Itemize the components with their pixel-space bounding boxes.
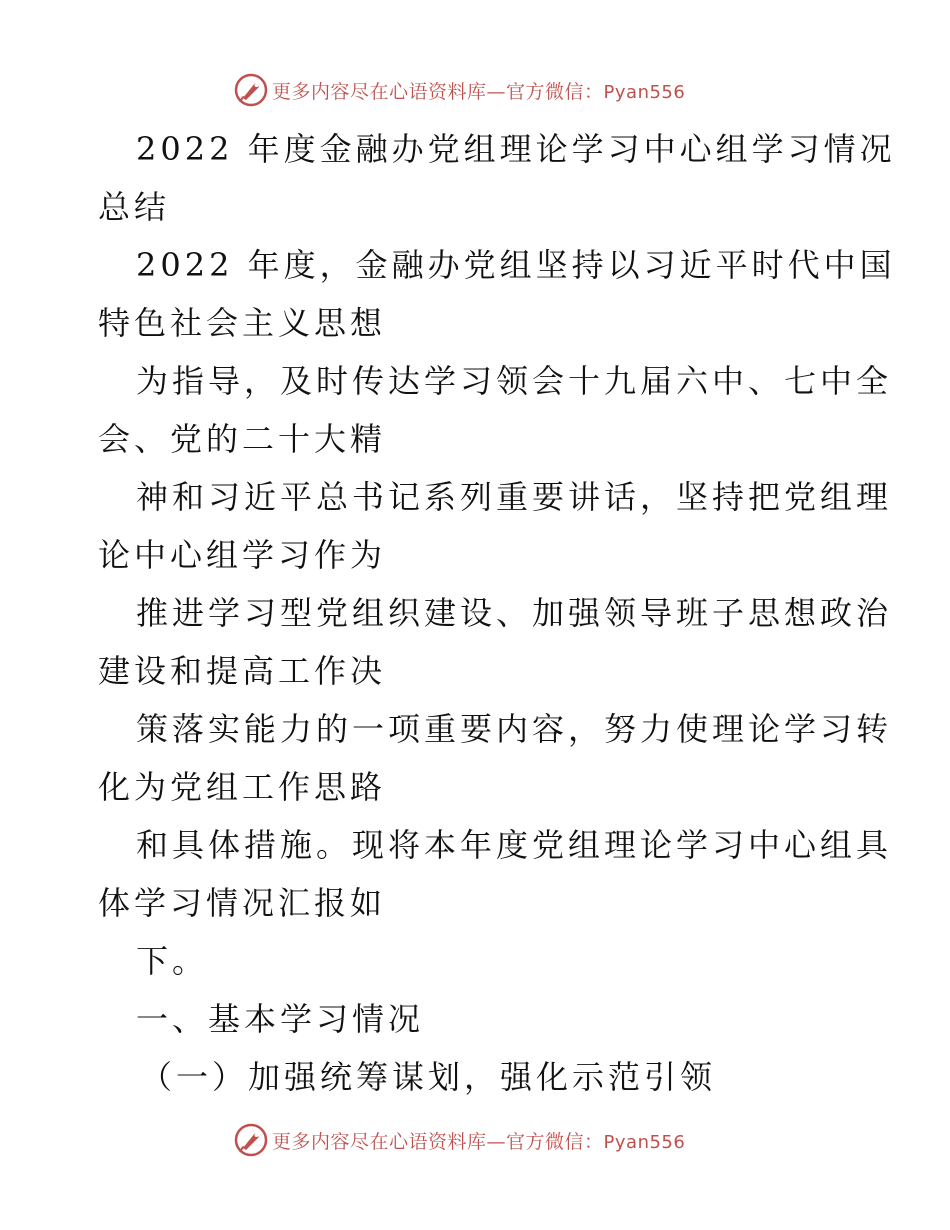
paragraph-line: 和具体措施。现将本年度党组理论学习中心组具 [136,826,893,864]
paragraph-line: 论中心组学习作为 [98,536,387,574]
pen-nib-logo-icon [234,73,268,107]
subsection-heading: （一）加强统筹谋划，强化示范引领 [140,1058,717,1096]
watermark-separator: — [486,1130,507,1153]
paragraph-line: 2022 年度，金融办党组坚持以习近平时代中国 [136,246,896,284]
section-heading: 一、基本学习情况 [136,1000,425,1038]
paragraph-line: 下。 [136,942,209,980]
watermark-text: 更多内容尽在心语资料库 [272,80,487,103]
watermark-official: 官方微信： [506,80,604,103]
header-watermark [234,72,685,108]
watermark-separator: — [486,80,507,103]
paragraph-line: 策落实能力的一项重要内容，努力使理论学习转 [136,710,893,748]
paragraph-line: 特色社会主义思想 [98,304,387,342]
paragraph-line: 推进学习型党组织建设、加强领导班子思想政治 [136,594,893,632]
paragraph-line: 为指导，及时传达学习领会十九届六中、七中全 [136,362,893,400]
paragraph-line: 化为党组工作思路 [98,768,387,806]
paragraph-line: 体学习情况汇报如 [98,884,387,922]
watermark-text: 更多内容尽在心语资料库 [272,1130,487,1153]
watermark-handle: Pyan556 [603,1131,686,1153]
title-line-1: 2022 年度金融办党组理论学习中心组学习情况 [136,130,896,168]
footer-watermark [234,1122,685,1158]
pen-nib-logo-icon [234,1123,268,1157]
watermark-handle: Pyan556 [603,81,686,103]
watermark-official: 官方微信： [506,1130,604,1153]
paragraph-line: 建设和提高工作决 [98,652,387,690]
document-body [98,120,896,1106]
paragraph-line: 会、党的二十大精 [98,420,387,458]
title-line-2: 总结 [98,188,171,226]
paragraph-line: 神和习近平总书记系列重要讲话，坚持把党组理 [136,478,893,516]
